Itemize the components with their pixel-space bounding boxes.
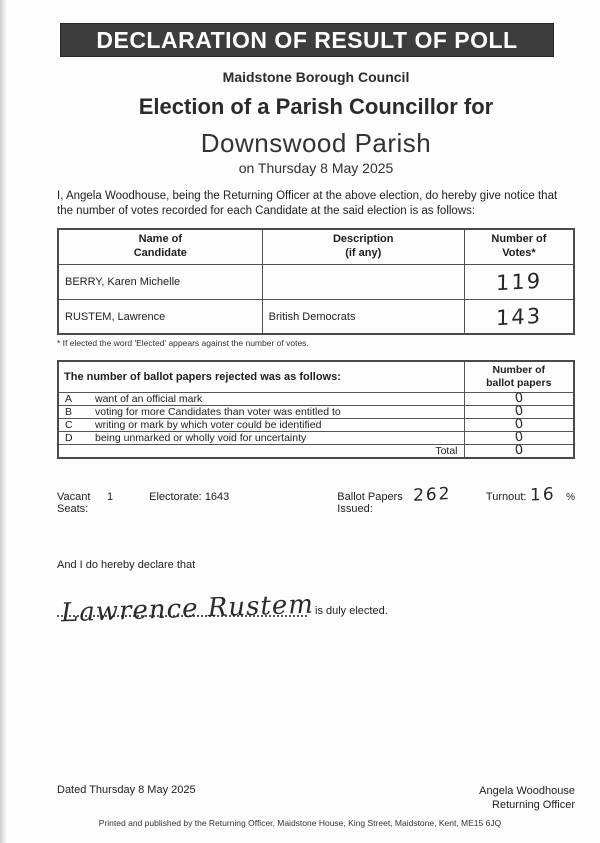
rejection-reason: writing or mark by which voter could be identified xyxy=(93,418,464,431)
electorate-label: Electorate: xyxy=(149,490,202,503)
rejection-reason: being unmarked or wholly void for uncertainty xyxy=(93,431,464,444)
printed-footer: Printed and published by the Returning Officer, Maidstone House, King Street, Maidstone, Kent, ME15 6JQ xyxy=(98,818,502,828)
candidate-votes-handwritten: 143 xyxy=(464,299,574,334)
vacant-seats-value: 1 xyxy=(107,490,114,503)
rejection-count-handwritten: 0 xyxy=(464,405,574,418)
ballot-papers-issued-label: Ballot Papers Issued: xyxy=(337,490,403,515)
document-title: DECLARATION OF RESULT OF POLL xyxy=(96,26,518,53)
signature-row xyxy=(57,577,575,628)
candidate-name: RUSTEM, Lawrence xyxy=(58,299,262,334)
rejection-code: D xyxy=(58,431,93,444)
officer-title: Returning Officer xyxy=(492,799,575,812)
dated-line: Dated Thursday 8 May 2025 xyxy=(57,784,196,796)
header-description: Description (if any) xyxy=(262,229,464,264)
duly-elected-text: is duly elected. xyxy=(315,604,388,617)
returning-officer-statement: I, Angela Woodhouse, being the Returning Officer at the above election, do hereby give notice that the number of votes recorded for each Candidate at the said election is as follows: xyxy=(57,190,558,218)
rejected-row xyxy=(58,405,574,418)
elected-name-handwritten: Lawrence Rustem xyxy=(60,589,315,628)
statistics-row xyxy=(57,485,575,515)
turnout-label: Turnout: xyxy=(485,490,527,503)
officer-name: Angela Woodhouse xyxy=(479,785,575,797)
vacant-seats-label: Vacant Seats: xyxy=(57,490,91,515)
header-number-of-votes: Number of Votes* xyxy=(464,229,574,264)
rejected-total-row xyxy=(58,444,574,458)
rejection-reason: voting for more Candidates than voter was entitled to xyxy=(93,405,464,418)
bottom-row xyxy=(57,784,575,813)
total-count-handwritten: 0 xyxy=(464,444,574,458)
rejection-code: B xyxy=(58,405,93,418)
rejection-count-handwritten: 0 xyxy=(464,392,574,405)
candidate-description: British Democrats xyxy=(262,299,464,334)
rejected-row xyxy=(58,418,574,431)
title-bar xyxy=(60,23,554,57)
candidate-row xyxy=(58,264,574,299)
officer-block xyxy=(479,784,575,813)
election-heading: Election of a Parish Councillor for xyxy=(138,94,494,119)
rejected-header-row xyxy=(58,361,574,392)
candidates-header-row xyxy=(58,229,574,264)
candidate-votes-handwritten: 119 xyxy=(464,264,574,299)
rejected-ballots-table xyxy=(57,360,575,458)
rejection-code: C xyxy=(58,418,93,431)
candidate-row xyxy=(58,299,574,334)
rejection-reason: want of an official mark xyxy=(93,392,464,405)
header-number-of-ballot-papers: Number of ballot papers xyxy=(464,361,574,392)
votes-footnote: * If elected the word 'Elected' appears against the number of votes. xyxy=(57,338,309,349)
rejection-count-handwritten: 0 xyxy=(464,431,574,444)
candidates-table xyxy=(57,228,575,335)
electorate-value: 1643 xyxy=(204,490,230,503)
rejection-count-handwritten: 0 xyxy=(464,418,574,431)
council-name: Maidstone Borough Council xyxy=(222,69,410,85)
total-label: Total xyxy=(58,444,464,458)
turnout-value-handwritten: 16 xyxy=(530,483,557,506)
election-date: on Thursday 8 May 2025 xyxy=(238,160,394,176)
turnout-percent-sign: % xyxy=(566,491,575,503)
ballot-papers-issued-handwritten: 262 xyxy=(413,483,453,506)
rejection-code: A xyxy=(58,392,93,405)
document-content xyxy=(57,23,575,628)
rejected-table-title: The number of ballot papers rejected was as follows: xyxy=(58,361,464,392)
signature-dotted-line xyxy=(57,581,315,628)
parish-name: Downswood Parish xyxy=(200,128,432,158)
rejected-row xyxy=(58,431,574,444)
rejected-row xyxy=(58,392,574,405)
header-name-of-candidate: Name of Candidate xyxy=(58,229,262,264)
declaration-intro: And I do hereby declare that xyxy=(57,558,196,571)
scan-edge-shadow xyxy=(0,0,7,843)
candidate-name: BERRY, Karen Michelle xyxy=(58,264,262,299)
candidate-description xyxy=(262,264,464,299)
